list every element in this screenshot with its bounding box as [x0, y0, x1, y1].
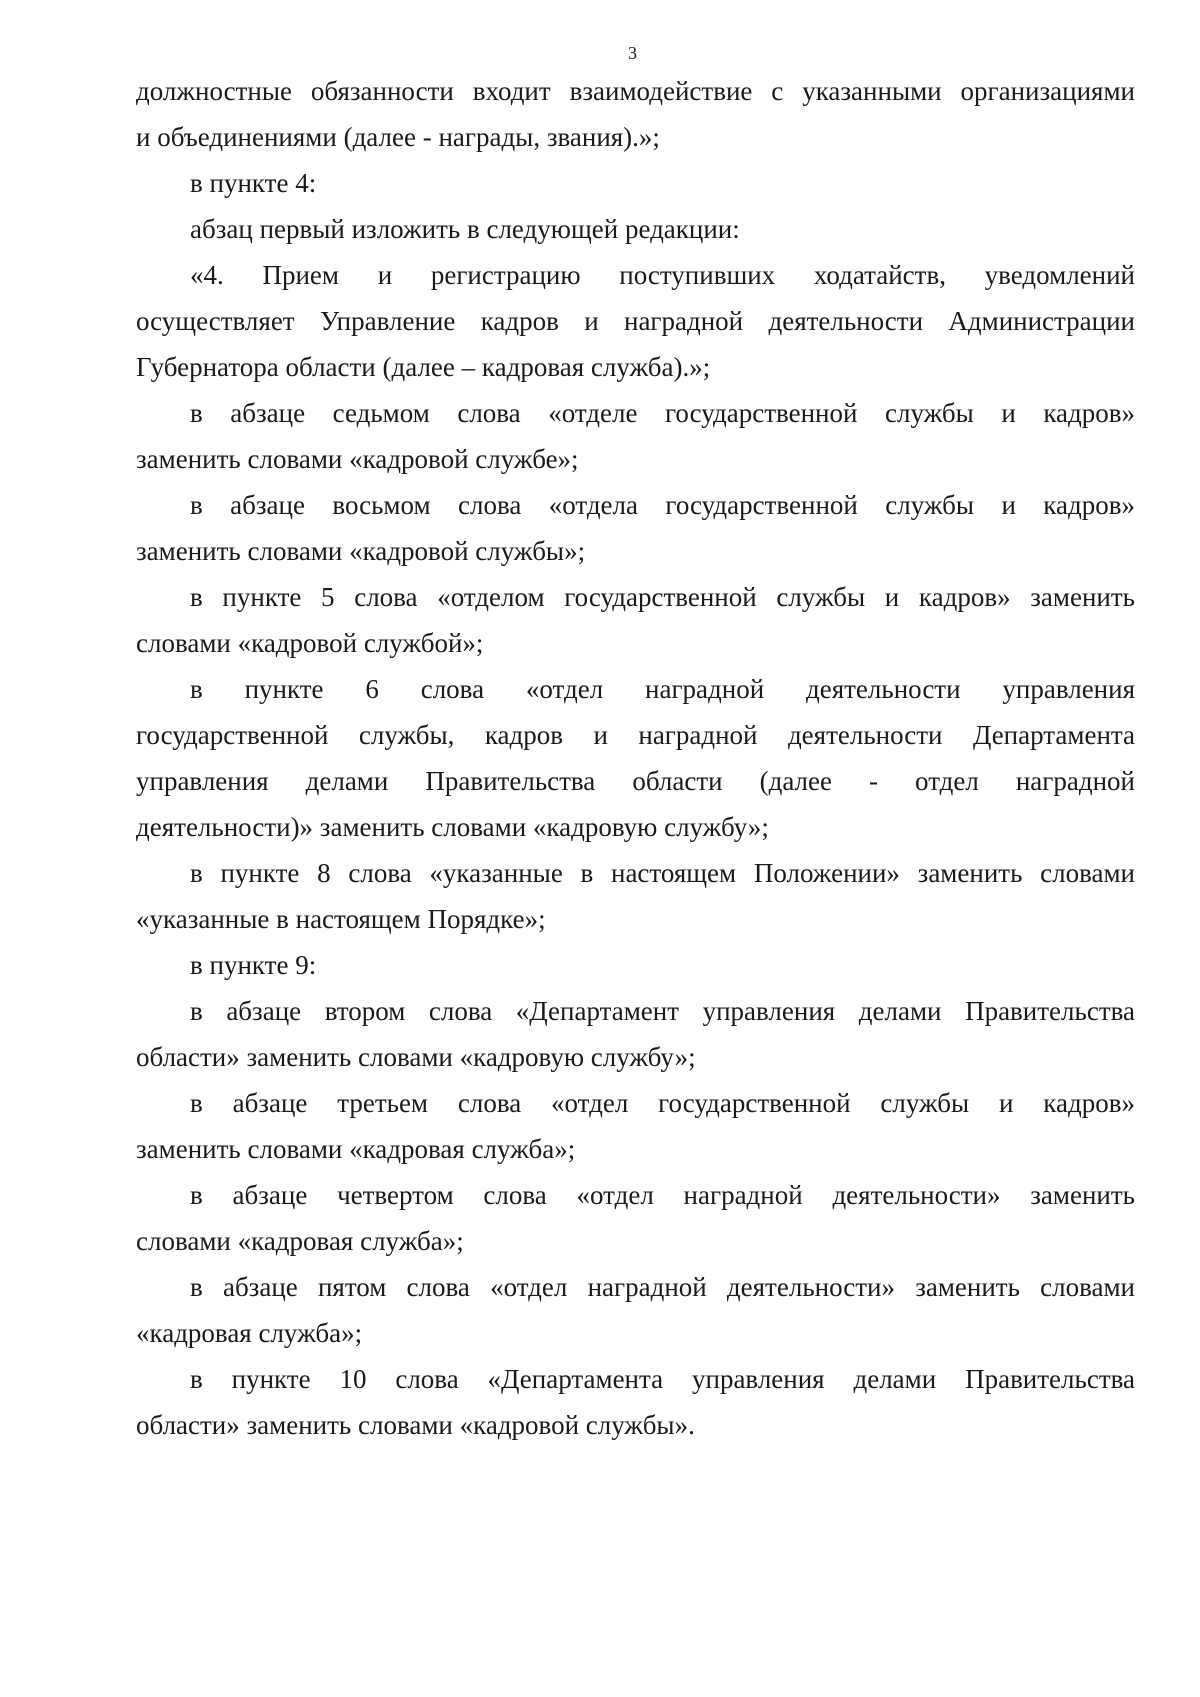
text-line: области» заменить словами «кадровую службу»; [136, 1042, 696, 1072]
text-line: абзац первый изложить в следующей редакции: [190, 214, 740, 244]
text-line: в абзаце пятом слова «отдел наградной деятельности» заменить словами [190, 1272, 1135, 1302]
text-line: в абзаце седьмом слова «отделе государственной службы и кадров» [190, 398, 1135, 428]
page-number: 3 [628, 43, 637, 63]
text-line: в пункте 5 слова «отделом государственной службы и кадров» заменить [190, 582, 1135, 612]
text-line: в пункте 9: [190, 950, 317, 980]
text-line: «4. Прием и регистрацию поступивших ходатайств, уведомлений [190, 260, 1135, 290]
text-line: деятельности)» заменить словами «кадровую службу»; [136, 812, 769, 842]
text-line: в абзаце четвертом слова «отдел наградной деятельности» заменить [190, 1180, 1135, 1210]
text-line: должностные обязанности входит взаимодействие с указанными организациями [136, 76, 1135, 106]
text-line: «кадровая служба»; [136, 1318, 363, 1348]
text-line: заменить словами «кадровая служба»; [136, 1134, 576, 1164]
text-line: в абзаце втором слова «Департамент управления делами Правительства [190, 996, 1135, 1026]
text-line: Губернатора области (далее – кадровая служба).»; [136, 352, 711, 382]
document-body [136, 68, 1135, 1448]
text-line: «указанные в настоящем Порядке»; [136, 904, 546, 934]
text-line: словами «кадровой службой»; [136, 628, 484, 658]
text-line: управления делами Правительства области (далее - отдел наградной [136, 766, 1135, 796]
text-line: и объединениями (далее - награды, звания).»; [136, 122, 660, 152]
text-line: в пункте 10 слова «Департамента управления делами Правительства [190, 1364, 1135, 1394]
text-line: заменить словами «кадровой службы»; [136, 536, 586, 566]
text-line: государственной службы, кадров и наградной деятельности Департамента [136, 720, 1135, 750]
text-line: в абзаце восьмом слова «отдела государственной службы и кадров» [190, 490, 1135, 520]
text-line: словами «кадровая служба»; [136, 1226, 464, 1256]
text-line: в пункте 6 слова «отдел наградной деятельности управления [190, 674, 1135, 704]
text-line: в пункте 4: [190, 168, 317, 198]
text-line: заменить словами «кадровой службе»; [136, 444, 579, 474]
text-line: осуществляет Управление кадров и наградной деятельности Администрации [136, 306, 1135, 336]
text-line: в пункте 8 слова «указанные в настоящем Положении» заменить словами [190, 858, 1135, 888]
text-line: области» заменить словами «кадровой службы». [136, 1410, 695, 1440]
text-line: в абзаце третьем слова «отдел государственной службы и кадров» [190, 1088, 1135, 1118]
